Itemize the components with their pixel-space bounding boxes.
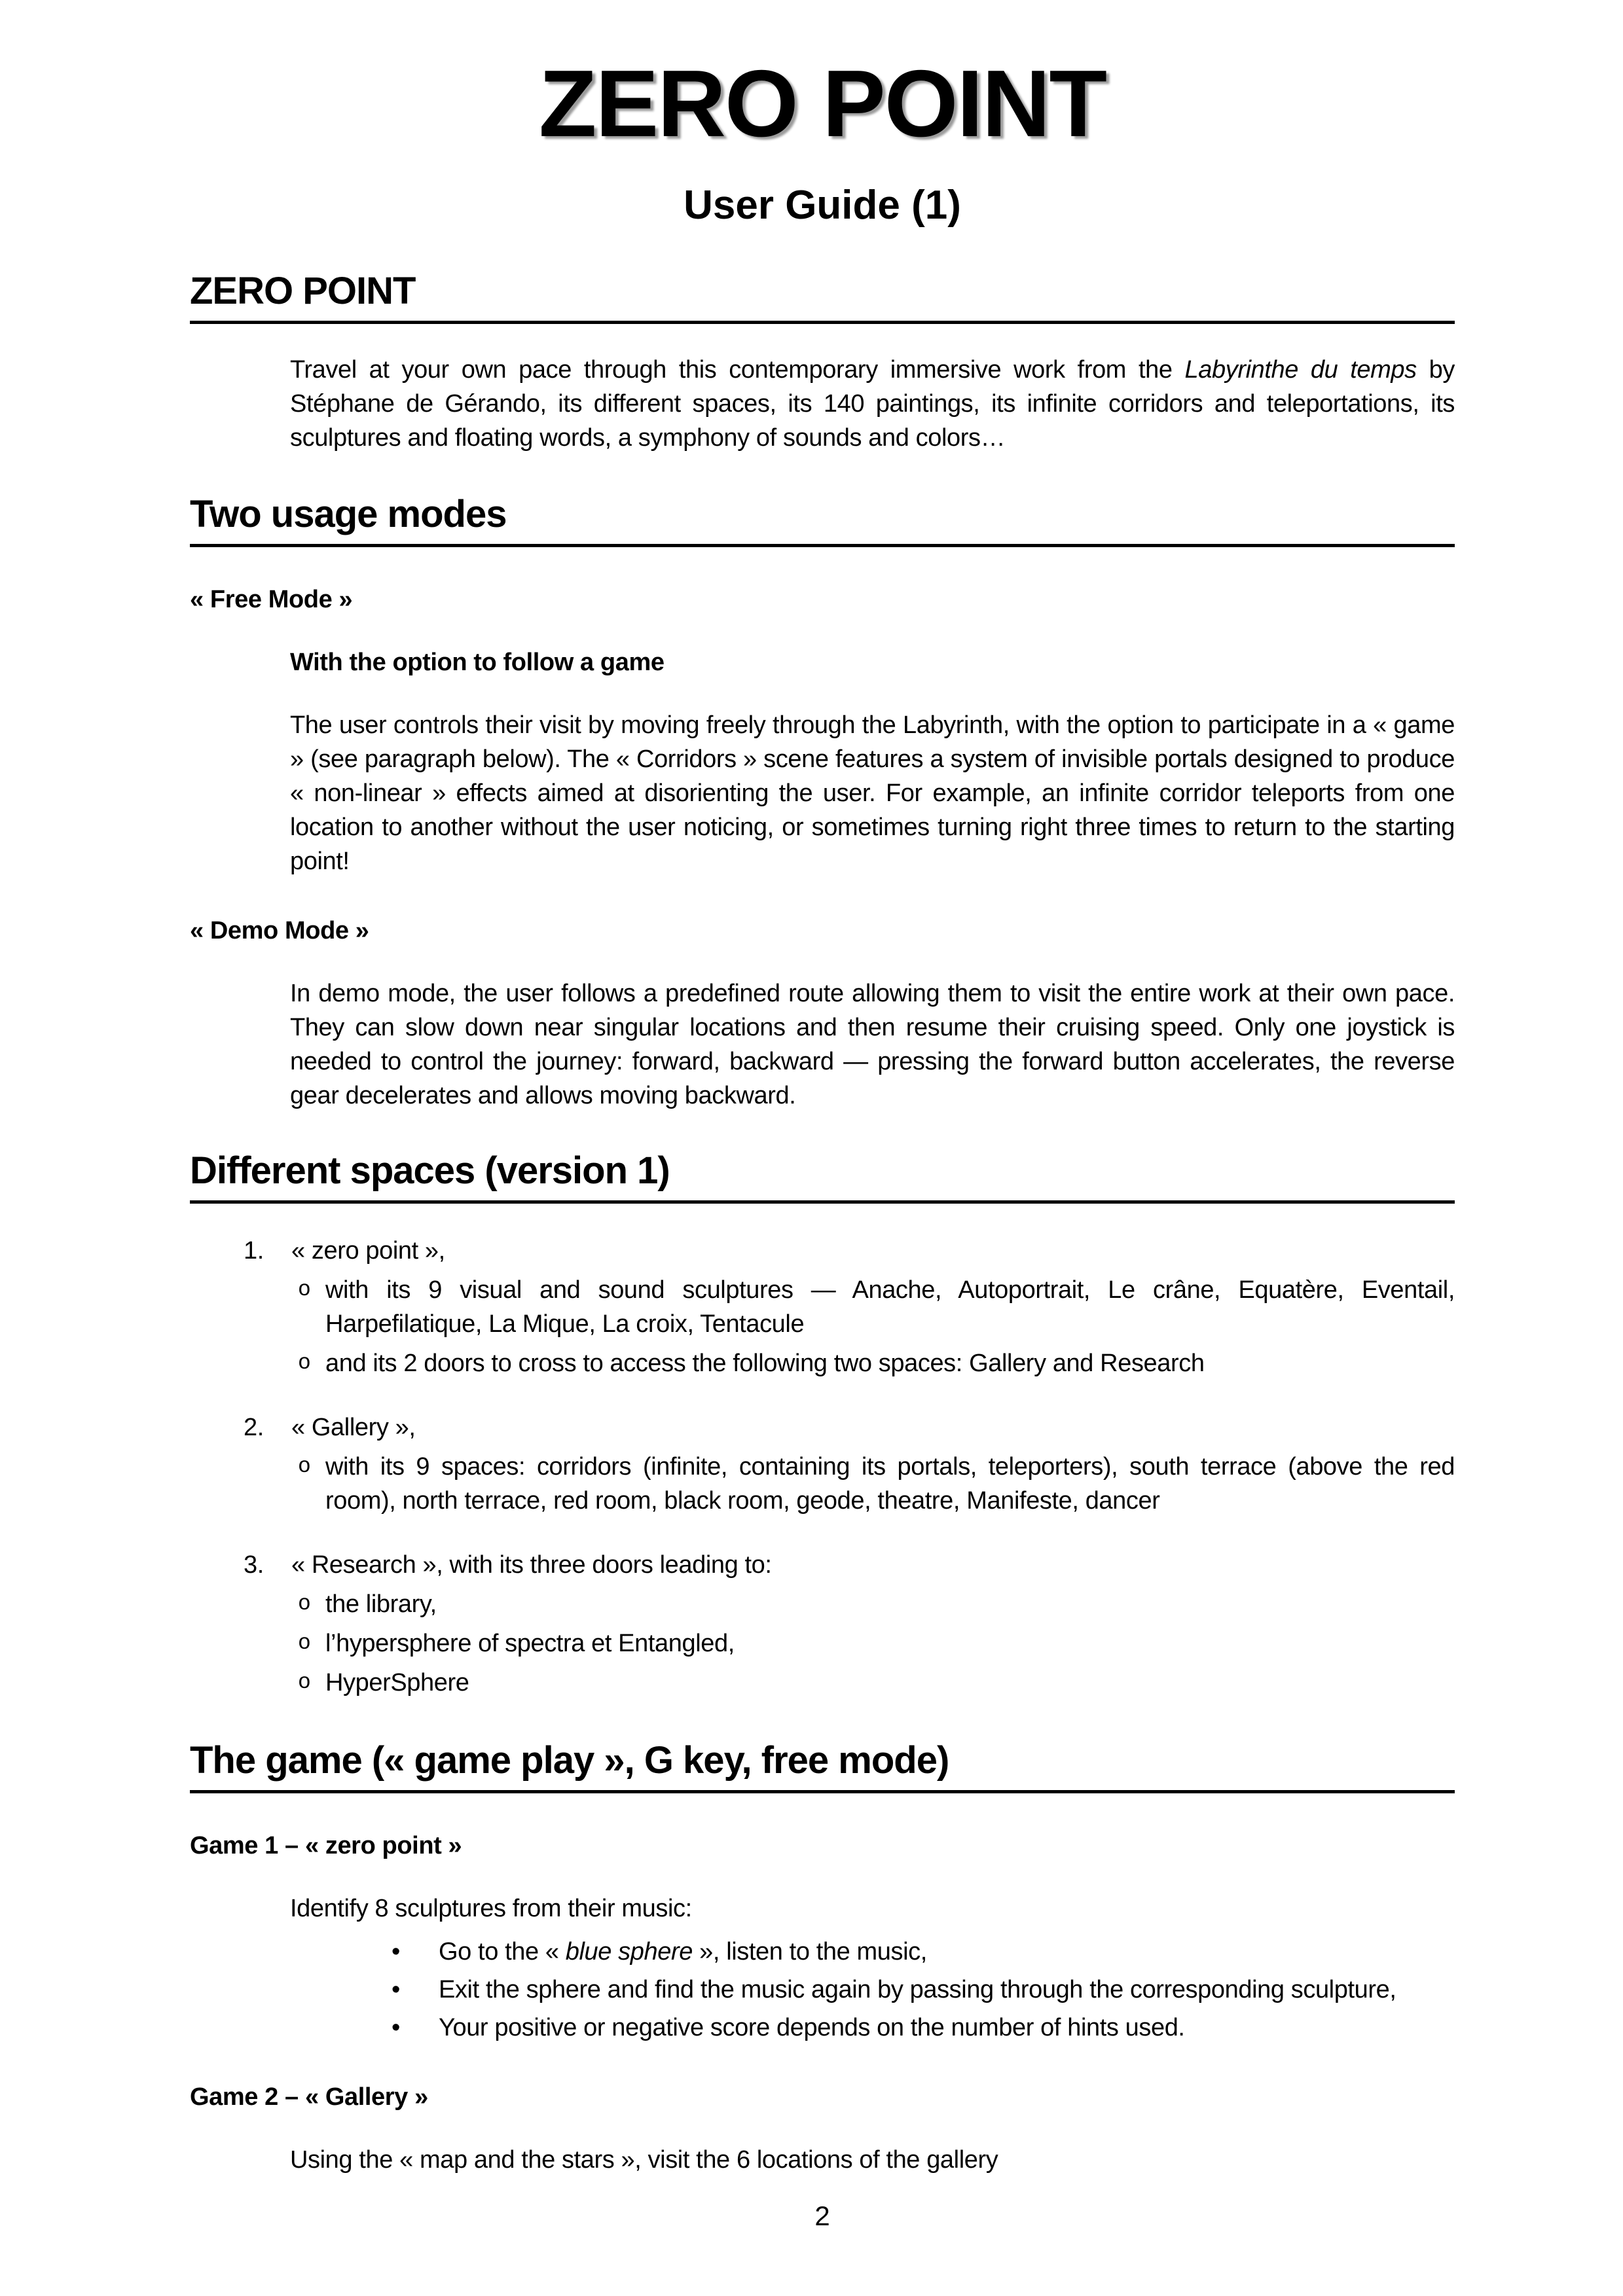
list-number: 2.: [244, 1414, 264, 1441]
subheading-game-1: Game 1 – « zero point »: [190, 1832, 462, 1859]
subheading-game-2: Game 2 – « Gallery »: [190, 2083, 428, 2111]
list-item-gallery: [190, 1410, 1455, 1444]
paragraph-free-mode: The user controls their visit by moving freely through the Labyrinth, with the option to participate in a « game » (see paragraph below). The « Corridors » scene features a system of invisible portals designed to produce « non-linear » effects aimed at disorienting the user. For example, an infinite corridor teleports from one location to another without the user noticing, or sometimes turning right three times to return to the starting point!: [290, 711, 1455, 875]
section-heading-two-usage-modes: Two usage modes: [190, 493, 1455, 547]
paragraph-intro: [290, 353, 1455, 455]
sub-list-item-text: l’hypersphere of spectra et Entangled,: [325, 1630, 735, 1657]
paragraph-game-1-intro: Identify 8 sculptures from their music:: [290, 1895, 692, 1922]
paragraph-game-2: Using the « map and the stars », visit the 6 locations of the gallery: [290, 2146, 998, 2174]
sub-list-item-text: with its 9 visual and sound sculptures — Anache, Autoportrait, Le crâne, Equatère, Eventail, Harpefilatique, La Mique, La croix, Tentacule: [325, 1276, 1455, 1338]
subheading-demo-mode: « Demo Mode »: [190, 917, 369, 944]
bullet-text-italic: blue sphere: [565, 1938, 693, 1965]
bullet-item-text: Exit the sphere and find the music again by passing through the corresponding sculpture,: [439, 1976, 1396, 2003]
page-number: 2: [814, 2200, 830, 2231]
bullet-text-end: », listen to the music,: [692, 1938, 927, 1965]
list-item-text: « zero point »,: [291, 1237, 445, 1265]
section-heading-the-game: The game (« game play », G key, free mode): [190, 1739, 1455, 1793]
list-item-research: [190, 1548, 1455, 1582]
section-heading-different-spaces: Different spaces (version 1): [190, 1149, 1455, 1204]
bullet-circle-marker: o: [298, 1631, 311, 1655]
sub-list-item-gallery-spaces: [298, 1450, 1455, 1518]
paragraph-intro-text: Travel at your own pace through this contemporary immersive work from the: [290, 356, 1185, 384]
list-item-zero-point: [190, 1234, 1455, 1268]
list-number: 1.: [244, 1237, 264, 1265]
bullet-dot-marker: •: [392, 1938, 400, 1965]
sub-list-item-doors: [298, 1346, 1455, 1380]
bullet-circle-marker: o: [298, 1454, 311, 1479]
sub-list-item-text: and its 2 doors to cross to access the following two spaces: Gallery and Research: [325, 1350, 1205, 1377]
sub-list-item-text: the library,: [325, 1590, 437, 1618]
sub-list-item-sculptures: [298, 1273, 1455, 1341]
bullet-circle-marker: o: [298, 1670, 311, 1695]
bullet-circle-marker: o: [298, 1351, 311, 1375]
sub-list-item-hypersphere-spectra: [298, 1626, 1455, 1660]
sub-list-item-hypersphere: [298, 1666, 1455, 1700]
bullet-text-start: Go to the «: [439, 1938, 566, 1965]
bullet-dot-marker: •: [392, 1976, 400, 2003]
paragraph-intro-italic-title: Labyrinthe du temps: [1184, 356, 1417, 384]
doc-subtitle: User Guide (1): [684, 183, 961, 228]
sub-list-item-text: with its 9 spaces: corridors (infinite, containing its portals, teleporters), south terrace (above the red room), north terrace, red room, black room, geode, theatre, Manifeste, dancer: [325, 1453, 1455, 1515]
list-item-text: « Gallery »,: [291, 1414, 416, 1441]
bullet-item-score: [392, 2011, 1455, 2045]
paragraph-demo-mode: In demo mode, the user follows a predefined route allowing them to visit the entire work at their own pace. They can slow down near singular locations and then resume their cruising speed. Only one joystick is needed to control the journey: forward, backward — pressing the forward button accelerates, the reverse gear decelerates and allows moving backward.: [290, 980, 1455, 1109]
section-heading-zero-point: ZERO POINT: [190, 270, 1455, 324]
bullet-item-exit-sphere: [392, 1973, 1455, 2007]
bullet-circle-marker: o: [298, 1592, 311, 1616]
subheading-free-mode-option: With the option to follow a game: [290, 649, 665, 676]
bullet-dot-marker: •: [392, 2014, 400, 2041]
sub-list-item-text: HyperSphere: [325, 1669, 469, 1696]
bullet-item-text: Your positive or negative score depends on the number of hints used.: [439, 2014, 1185, 2041]
subheading-free-mode: « Free Mode »: [190, 586, 353, 613]
list-number: 3.: [244, 1551, 264, 1579]
bullet-circle-marker: o: [298, 1278, 311, 1302]
sub-list-item-library: [298, 1587, 1455, 1621]
bullet-item-blue-sphere: [392, 1935, 1455, 1969]
bullet-item-text: [439, 1935, 1455, 1969]
doc-title: ZERO POINT: [538, 50, 1106, 156]
paragraph-intro-text-end: by Stéphane de Gérando, its different spaces, its 140 paintings, its infinite corridors and teleportations, its sculptures and floating words, a symphony of sounds and colors…: [290, 356, 1455, 452]
list-item-text: « Research », with its three doors leading to:: [291, 1551, 772, 1579]
